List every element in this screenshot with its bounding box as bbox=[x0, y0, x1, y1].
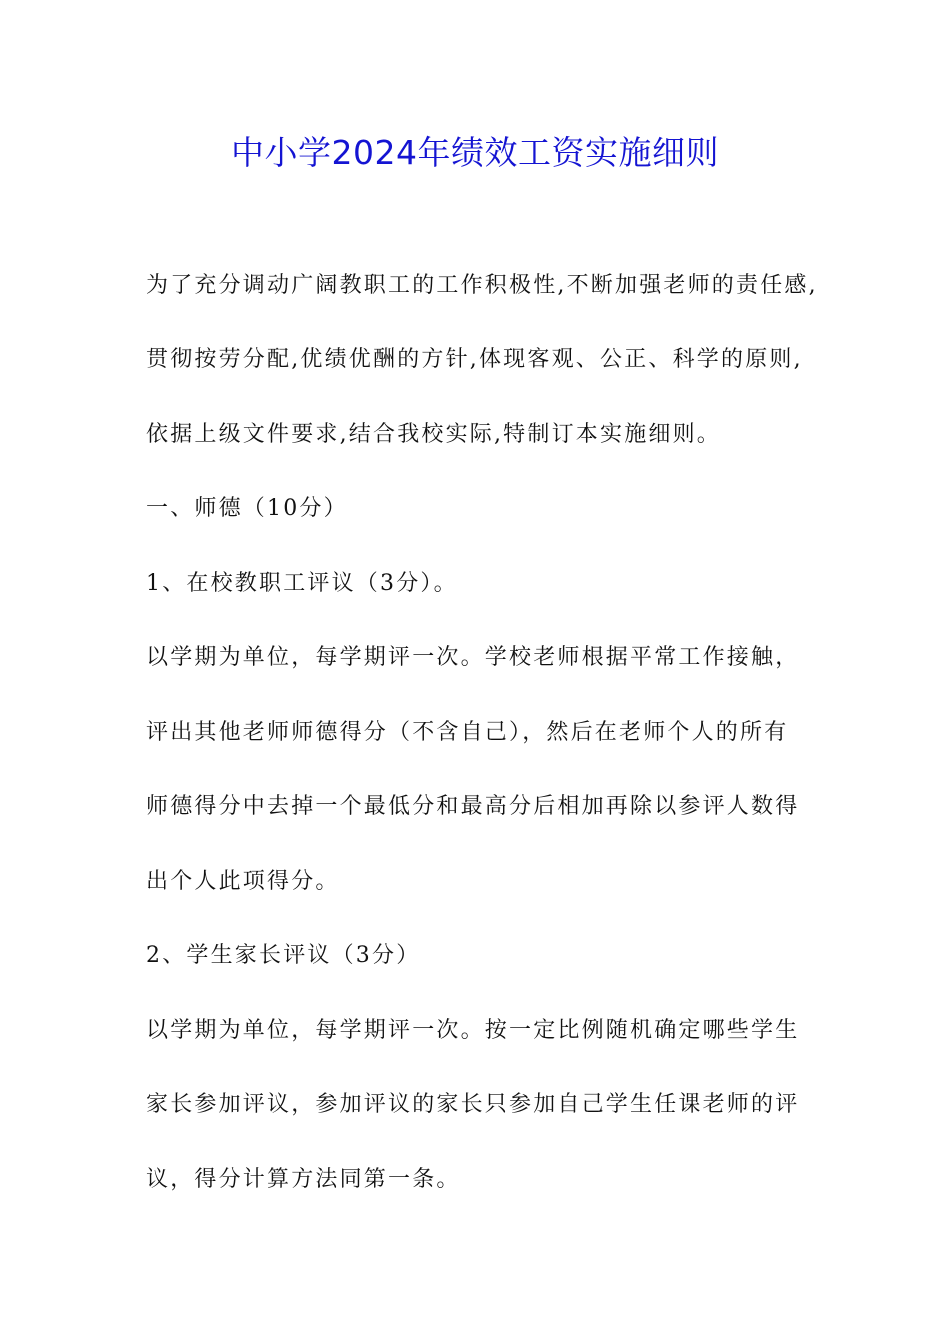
body-line-11: 以学期为单位，每学期评一次。按一定比例随机确定哪些学生 bbox=[146, 1018, 800, 1043]
body-line-1: 为了充分调动广阔教职工的工作积极性,不断加强老师的责任感, bbox=[146, 273, 818, 298]
body-line-7: 评出其他老师师德得分（不含自己），然后在老师个人的所有 bbox=[146, 720, 789, 745]
body-line-12: 家长参加评议，参加评议的家长只参加自己学生任课老师的评 bbox=[146, 1092, 800, 1117]
document-title: 中小学2024年绩效工资实施细则 bbox=[231, 133, 719, 172]
body-line-2: 贯彻按劳分配,优绩优酬的方针,体现客观、公正、科学的原则, bbox=[146, 347, 803, 372]
body-line-8: 师德得分中去掉一个最低分和最高分后相加再除以参评人数得 bbox=[146, 794, 800, 819]
subsection-heading-staff-review: 1、在校教职工评议（3分）。 bbox=[146, 571, 458, 596]
subsection-heading-parent-review: 2、学生家长评议（3分） bbox=[146, 943, 421, 968]
section-heading-ethics: 一、师德（10分） bbox=[146, 496, 348, 521]
body-line-9: 出个人此项得分。 bbox=[146, 869, 340, 894]
body-line-13: 议，得分计算方法同第一条。 bbox=[146, 1167, 461, 1192]
body-line-3: 依据上级文件要求,结合我校实际,特制订本实施细则。 bbox=[146, 422, 721, 447]
body-line-6: 以学期为单位，每学期评一次。学校老师根据平常工作接触， bbox=[146, 645, 800, 670]
